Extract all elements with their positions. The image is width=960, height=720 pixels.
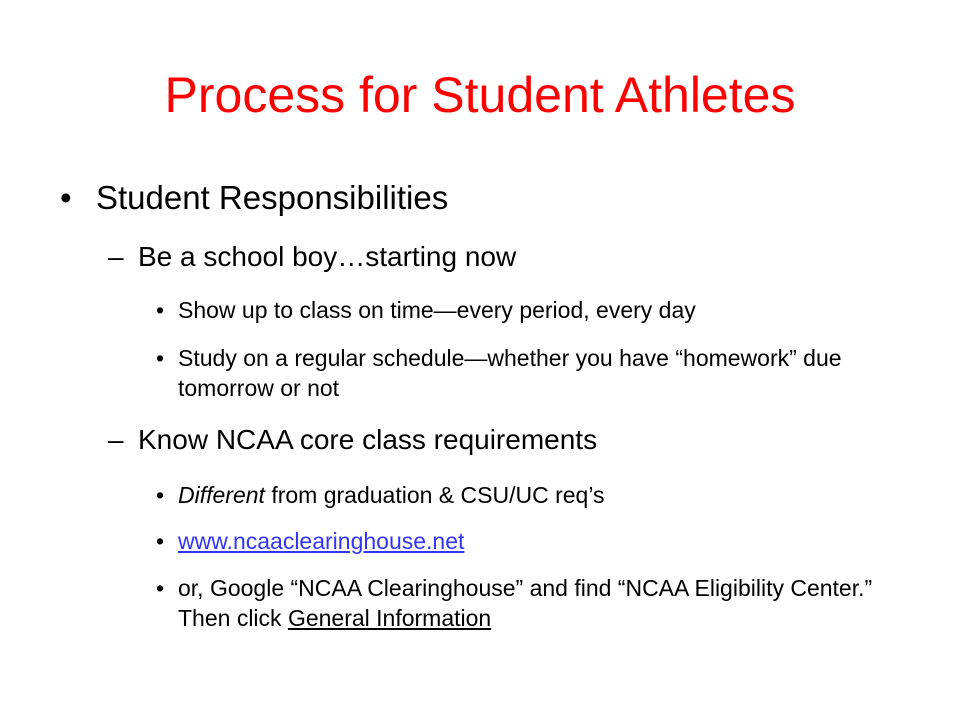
item-google-text: or, Google “NCAA Clearinghouse” and find “NCAA Eligibility Center.” Then click [178, 575, 873, 631]
bullet-icon: • [156, 482, 165, 508]
dash-icon: – [108, 424, 124, 455]
item-text: Study on a regular schedule—whether you have “homework” due tomorrow or not [178, 345, 842, 401]
sub-bullet-label: Be a school boy…starting now [138, 241, 517, 272]
item-rest: from graduation & CSU/UC req’s [264, 482, 605, 508]
bullet-icon: • [156, 297, 165, 323]
item-link [156, 526, 464, 556]
item-different [156, 480, 898, 510]
bullet-student-responsibilities [60, 178, 448, 218]
item-text: Show up to class on time—every period, every day [178, 297, 696, 323]
bullet-icon: • [156, 575, 165, 601]
sub-bullet-school-boy [108, 240, 516, 274]
sub-bullet-label: Know NCAA core class requirements [138, 424, 598, 455]
item-text [178, 480, 898, 510]
dash-icon: – [108, 241, 124, 272]
item-google [156, 573, 918, 633]
general-information-link[interactable]: General Information [287, 605, 492, 631]
bullet-icon: • [60, 179, 72, 216]
item-emphasis: Different [178, 482, 265, 508]
bullet-label: Student Responsibilities [96, 179, 449, 216]
sub-bullet-ncaa-core [108, 423, 597, 457]
item-text [178, 573, 918, 633]
item-study [156, 343, 888, 403]
bullet-icon: • [156, 528, 165, 554]
bullet-icon: • [156, 345, 165, 371]
ncaa-clearinghouse-link[interactable]: www.ncaaclearinghouse.net [178, 528, 465, 554]
slide-title: Process for Student Athletes [164, 67, 796, 123]
item-show-up [156, 295, 898, 325]
